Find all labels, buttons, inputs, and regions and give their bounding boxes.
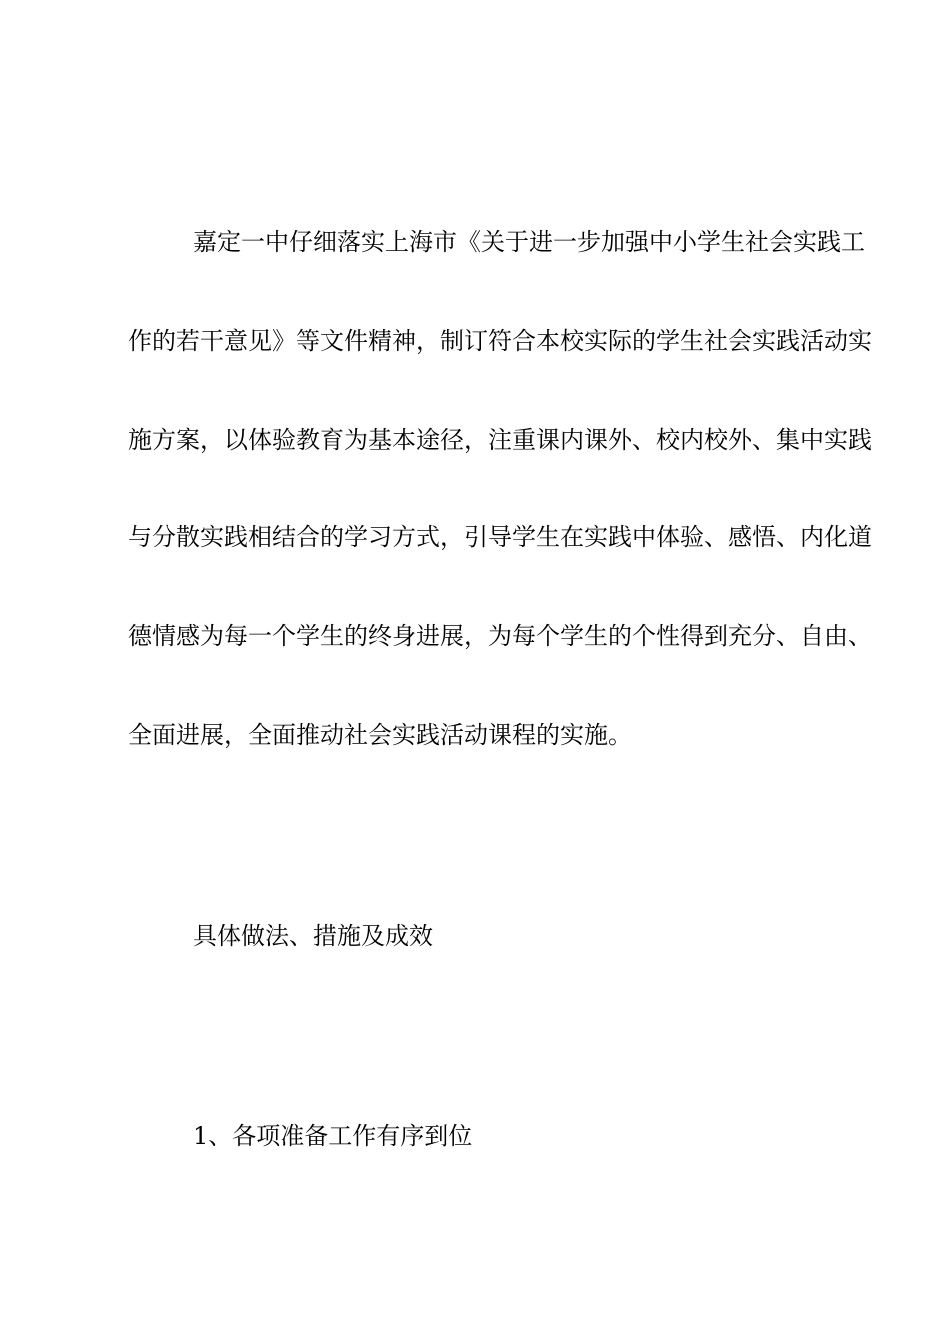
paragraph-line: 施方案，以体验教育为基本途径，注重课内课外、校内校外、集中实践: [128, 426, 872, 454]
paragraph-line: 作的若干意见》等文件精神，制订符合本校实际的学生社会实践活动实: [128, 327, 872, 355]
section-heading: 具体做法、措施及成效: [193, 922, 433, 950]
paragraph-line: 嘉定一中仔细落实上海市《关于进一步加强中小学生社会实践工: [193, 228, 865, 256]
paragraph-line: 全面进展，全面推动社会实践活动课程的实施。: [128, 721, 632, 749]
paragraph-line: 德情感为每一个学生的终身进展，为每个学生的个性得到充分、自由、: [128, 622, 872, 650]
subsection-heading: 1、各项准备工作有序到位: [193, 1122, 473, 1150]
paragraph-line: 与分散实践相结合的学习方式，引导学生在实践中体验、感悟、内化道: [128, 523, 872, 551]
